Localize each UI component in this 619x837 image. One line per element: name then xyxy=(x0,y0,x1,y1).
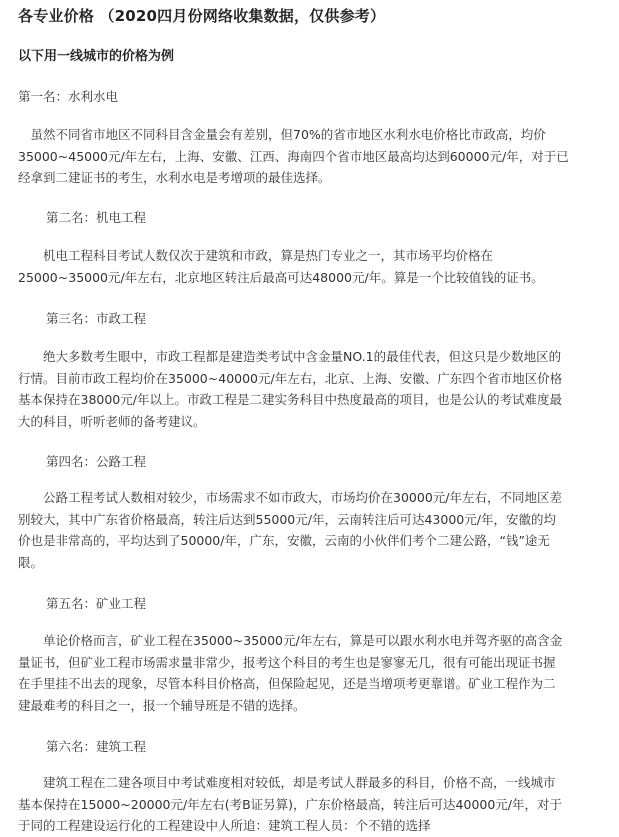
paragraph-line: 机电工程科目考试人数仅次于建筑和市政，算是热门专业之一，其市场平均价格在 xyxy=(18,248,494,263)
section-paragraph xyxy=(18,630,619,716)
section-heading: 第六名：建筑工程 xyxy=(46,739,147,754)
page-title: 各专业价格 （2020四月份网络收集数据，仅供参考） xyxy=(18,7,386,25)
paragraph-line: 35000~45000元/年左右，上海、安徽、江西、海南四个省市地区最高均达到60000元/年，对于已 xyxy=(18,148,569,164)
section-paragraph xyxy=(18,124,619,189)
section-paragraph xyxy=(18,245,619,288)
paragraph-line: 公路工程考试人数相对较少，市场需求不如市政大，市场均价在30000元/年左右，不同地区差 xyxy=(18,490,562,505)
paragraph-line: 价也是非常高的，平均达到了50000/年，广东，安徽，云南的小伙伴们考个二建公路，“钱”途无 xyxy=(18,533,550,548)
paragraph-line: 别较大，其中广东省价格最高，转注后达到55000元/年，云南转注后可达43000元/年，安徽的均 xyxy=(18,511,556,527)
paragraph-line: 建筑工程在二建各项目中考试难度相对较低，却是考试人群最多的科目，价格不高，一线城市 xyxy=(18,775,556,790)
paragraph-line: 行情。目前市政工程均价在35000~40000元/年左右，北京、上海、安徽、广东四个省市地区价格 xyxy=(18,370,563,386)
paragraph-line: 大的科目，听听老师的备考建议。 xyxy=(18,413,206,429)
paragraph-line: 限。 xyxy=(18,554,44,570)
page-subtitle: 以下用一线城市的价格为例 xyxy=(18,49,175,64)
paragraph-line: 建最难考的科目之一，报一个辅导班是不错的选择。 xyxy=(18,697,306,713)
paragraph-line: 25000~35000元/年左右，北京地区转注后最高可达48000元/年。算是一个比较值钱的证书。 xyxy=(18,269,544,285)
paragraph-line: 绝大多数考生眼中，市政工程都是建造类考试中含金量NO.1的最佳代表，但这只是少数地区的 xyxy=(18,349,562,364)
section-heading: 第三名：市政工程 xyxy=(46,311,147,326)
section-heading: 第二名：机电工程 xyxy=(46,210,147,225)
paragraph-line: 于同的工程建设运行化的工程建设中人所追：建筑工程人员：个不错的选择 xyxy=(18,818,431,833)
paragraph-line: 在手里挂不出去的现象，尽管本科目价格高，但保险起见，还是当增项考更靠谱。矿业工程作为二 xyxy=(18,676,556,691)
paragraph-line: 虽然不同省市地区不同科目含金量会有差别，但70%的省市地区水利水电价格比市政高，均价 xyxy=(18,127,546,142)
section-paragraph xyxy=(18,346,619,432)
paragraph-line: 量证书，但矿业工程市场需求量非常少，报考这个科目的考生也是寥寥无几，很有可能出现证书握 xyxy=(18,654,556,670)
paragraph-line: 经拿到二建证书的考生，水利水电是考增项的最佳选择。 xyxy=(18,170,331,185)
paragraph-line: 单论价格而言，矿业工程在35000~35000元/年左右，算是可以跟水利水电并驾齐驱的高含金 xyxy=(18,633,563,648)
paragraph-line: 基本保持在15000~20000元/年左右(考B证另算)，广东价格最高，转注后可达40000元/年，对于 xyxy=(18,796,563,812)
section-heading: 第一名：水利水电 xyxy=(18,89,119,104)
section-heading: 第四名：公路工程 xyxy=(46,454,147,469)
paragraph-line: 基本保持在38000元/年以上。市政工程是二建实务科目中热度最高的项目，也是公认的考试难度最 xyxy=(18,392,562,407)
section-paragraph xyxy=(18,772,619,837)
section-heading: 第五名：矿业工程 xyxy=(46,596,147,611)
section-paragraph xyxy=(18,487,619,573)
